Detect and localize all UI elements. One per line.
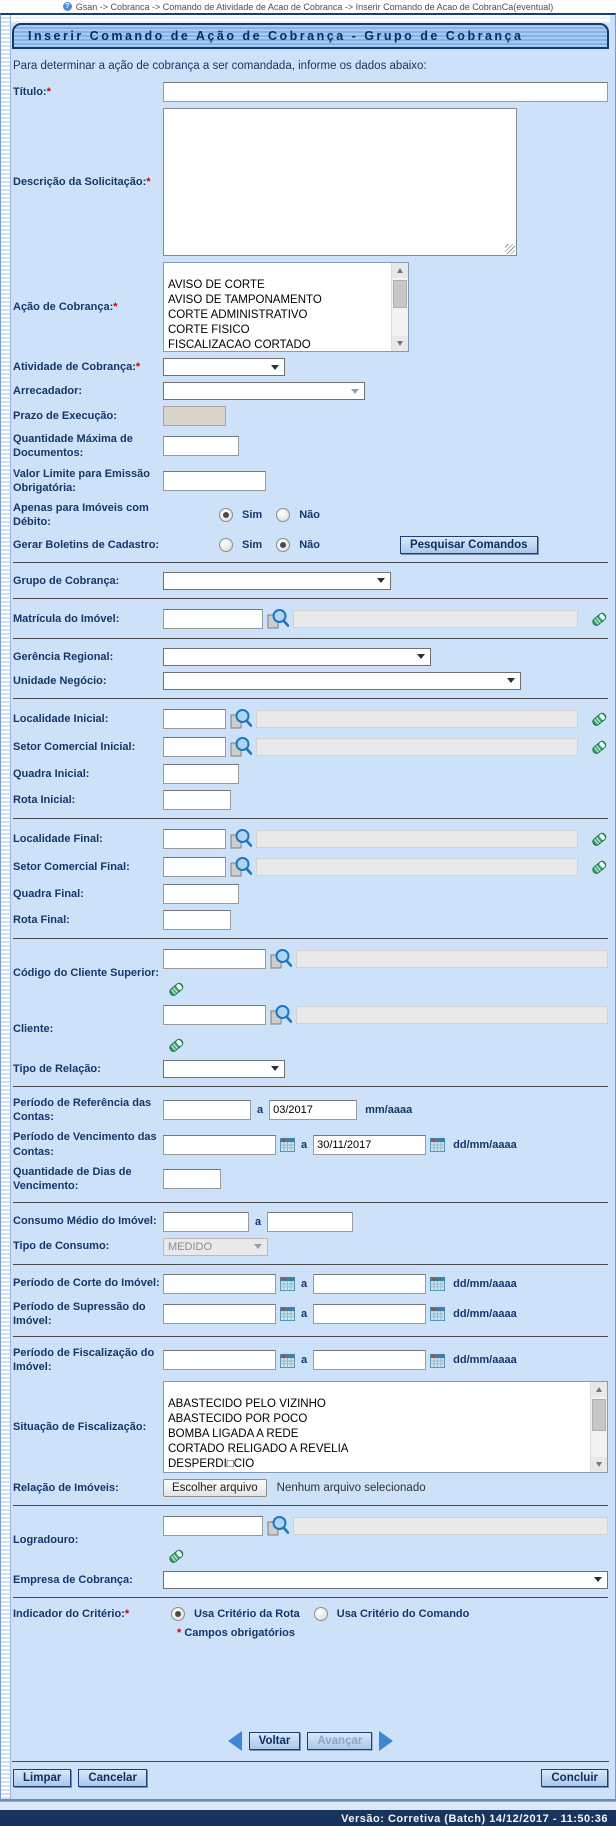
radio-criterio-comando[interactable] (314, 1607, 328, 1621)
localidade-inicial-input[interactable] (163, 709, 226, 729)
field-row-valor-limite (13, 467, 608, 496)
scroll-down-icon[interactable] (591, 1457, 607, 1472)
scrollbar[interactable] (590, 1382, 607, 1472)
tipo-relacao-select[interactable] (163, 1060, 285, 1078)
field-label-boletins: Gerar Boletins de Cadastro: (13, 538, 160, 551)
field-label-consumo-medio: Consumo Médio do Imóvel: (13, 1215, 157, 1228)
field-label-periodo-supressao: Período de Supressão do Imóvel: (13, 1300, 146, 1327)
atividade-cobranca-select[interactable] (163, 358, 285, 376)
range-separator: a (301, 1138, 308, 1151)
spacer (11, 1639, 610, 1731)
avancar-button: Avançar (307, 1732, 372, 1750)
search-icon[interactable] (230, 736, 252, 758)
field-label-rota-final: Rota Final: (13, 913, 70, 926)
list-option[interactable]: ABASTECIDO PELO VIZINHO (168, 1397, 326, 1410)
unidade-negocio-select[interactable] (163, 672, 521, 690)
decorative-left-stripes (1, 15, 11, 1799)
field-label-periodo-corte: Período de Corte do Imóvel: (13, 1277, 160, 1290)
field-row-periodo-referencia (13, 1096, 608, 1125)
cliente-input[interactable] (163, 1005, 266, 1025)
scroll-up-icon[interactable] (392, 263, 408, 278)
list-option[interactable]: CORTADO RELIGADO A REVELIA (168, 1442, 349, 1455)
field-row-apenas-debito (13, 501, 608, 530)
range-separator: a (301, 1307, 308, 1320)
list-option[interactable]: CORTE FISICO (168, 324, 250, 336)
field-label-matricula: Matrícula do Imóvel: (13, 612, 120, 625)
eraser-icon[interactable] (590, 610, 608, 628)
valor-limite-input[interactable] (163, 471, 266, 491)
field-label-rota-inicial: Rota Inicial: (13, 793, 76, 806)
field-row-atividade (13, 358, 608, 376)
list-option[interactable]: BOMBA LIGADA A REDE (168, 1427, 299, 1440)
eraser-icon[interactable] (590, 830, 608, 848)
radio-criterio-rota[interactable] (171, 1607, 185, 1621)
field-row-quadra-final (13, 884, 608, 904)
separator (13, 598, 608, 599)
field-row-periodo-fiscalizacao (13, 1346, 608, 1375)
resize-handle-icon[interactable] (505, 244, 515, 254)
field-row-codigo-cliente-superior (13, 948, 608, 998)
list-option[interactable]: DESPERDI□CIO (168, 1457, 255, 1470)
format-hint: dd/mm/aaaa (453, 1307, 517, 1320)
field-label-setor-final: Setor Comercial Final: (13, 860, 130, 873)
required-marker: * (135, 360, 141, 373)
cancelar-button[interactable]: Cancelar (78, 1769, 147, 1787)
consumo-medio-ate-input[interactable] (267, 1212, 353, 1232)
field-row-rota-inicial (13, 790, 608, 810)
field-row-setor-final (13, 856, 608, 878)
field-label-gerencia: Gerência Regional: (13, 650, 114, 663)
field-row-setor-inicial (13, 736, 608, 758)
field-label-prazo: Prazo de Execução: (13, 409, 117, 422)
separator (13, 1264, 608, 1265)
separator (13, 1597, 608, 1598)
pesquisar-comandos-button[interactable]: Pesquisar Comandos (400, 536, 538, 554)
search-icon[interactable] (230, 828, 252, 850)
calendar-icon[interactable] (280, 1276, 295, 1291)
field-label-cliente: Cliente: (13, 1022, 54, 1035)
field-row-matricula (13, 608, 608, 630)
range-separator: a (301, 1277, 308, 1290)
intro-text: Para determinar a ação de cobrança a ser comandada, informe os dados abaixo: (13, 60, 427, 72)
field-row-periodo-vencimento (13, 1130, 608, 1159)
search-icon[interactable] (230, 856, 252, 878)
field-row-indicador-criterio (13, 1607, 608, 1621)
periodo-vencimento-ate-input[interactable]: 30/11/2017 (313, 1135, 426, 1155)
scrollbar-thumb[interactable] (393, 280, 407, 308)
action-bar (12, 1761, 609, 1799)
required-fields-note (177, 1627, 609, 1639)
breadcrumb-bar (0, 0, 616, 13)
field-row-periodo-supressao (13, 1300, 608, 1329)
field-label-indicador: Indicador do Critério: (13, 1607, 125, 1620)
required-marker: * (146, 175, 151, 188)
calendar-icon[interactable] (430, 1137, 445, 1152)
periodo-supressao-de-input[interactable] (163, 1304, 276, 1324)
required-marker: * (113, 300, 118, 313)
field-row-localidade-inicial (13, 708, 608, 730)
eraser-icon[interactable] (590, 738, 608, 756)
page-title-text: Inserir Comando de Ação de Cobrança - Grupo de Cobrança (28, 29, 524, 43)
field-label-valor-limite: Valor Limite para Emissão Obrigatória: (13, 467, 150, 494)
required-note-text: Campos obrigatórios (184, 1627, 295, 1640)
chevron-down-icon (377, 578, 385, 583)
field-row-relacao-imoveis (13, 1479, 608, 1497)
field-row-quadra-inicial (13, 764, 608, 784)
format-hint: dd/mm/aaaa (453, 1277, 517, 1290)
field-row-tipo-consumo (13, 1238, 608, 1256)
logradouro-desc-readonly (293, 1517, 608, 1535)
field-row-logradouro (13, 1515, 608, 1565)
cliente-desc-readonly (296, 1006, 608, 1024)
separator (13, 1202, 608, 1203)
field-label-periodo-vencimento: Período de Vencimento das Contas: (13, 1131, 157, 1158)
localidade-final-desc-readonly (256, 830, 578, 848)
concluir-button[interactable]: Concluir (541, 1769, 608, 1787)
field-label-grupo: Grupo de Cobrança: (13, 574, 120, 587)
eraser-icon[interactable] (167, 980, 185, 998)
matricula-imovel-input[interactable] (163, 609, 263, 629)
localidade-final-input[interactable] (163, 829, 226, 849)
range-separator: a (255, 1215, 262, 1228)
field-label-logradouro: Logradouro: (13, 1533, 79, 1546)
search-icon[interactable] (270, 948, 292, 970)
list-option[interactable]: FISCALIZACAO CORTADO (168, 339, 311, 351)
field-label-atividade: Atividade de Cobrança: (13, 360, 136, 373)
field-row-qtd-max (13, 432, 608, 461)
radio-label: Sim (242, 509, 263, 522)
format-hint: dd/mm/aaaa (453, 1354, 517, 1367)
calendar-icon[interactable] (280, 1137, 295, 1152)
chevron-down-icon (254, 1244, 262, 1249)
quadra-final-input[interactable] (163, 884, 239, 904)
field-label-quadra-inicial: Quadra Inicial: (13, 767, 90, 780)
empresa-cobranca-select[interactable] (163, 1571, 608, 1589)
setor-comercial-final-input[interactable] (163, 857, 226, 877)
decorative-headband (11, 15, 610, 23)
acao-cobranca-listbox[interactable] (163, 262, 409, 352)
format-hint: mm/aaaa (365, 1104, 413, 1117)
field-label-localidade-inicial: Localidade Inicial: (13, 712, 109, 725)
range-separator: a (301, 1354, 308, 1367)
required-marker: * (46, 85, 51, 98)
field-label-relacao-imoveis: Relação de Imóveis: (13, 1481, 119, 1494)
gerencia-regional-select[interactable] (163, 648, 431, 666)
field-label-apenas-debito: Apenas para Imóveis com Débito: (13, 502, 149, 529)
field-label-acao: Ação de Cobrança: (13, 300, 114, 313)
footer-bar (0, 1810, 616, 1826)
eraser-icon[interactable] (167, 1036, 185, 1054)
chevron-down-icon (594, 1577, 602, 1582)
setor-final-desc-readonly (256, 858, 578, 876)
field-label-qtd-max: Quantidade Máxima de Documentos: (13, 433, 133, 460)
qtd-max-documentos-input[interactable] (163, 436, 239, 456)
help-icon[interactable]: ? (63, 2, 72, 11)
list-option[interactable]: CORTE ADMINISTRATIVO (168, 309, 308, 321)
field-label-unidade: Unidade Negócio: (13, 674, 107, 687)
field-label-periodo-referencia: Período de Referência das Contas: (13, 1096, 152, 1124)
field-row-gerencia (13, 648, 608, 666)
titulo-input[interactable] (163, 82, 608, 102)
form (11, 49, 610, 1639)
radio-label: Usa Critério do Comando (336, 1607, 470, 1620)
arrecadador-select (163, 382, 365, 400)
field-label-tipo-relacao: Tipo de Relação: (13, 1062, 101, 1075)
voltar-button[interactable]: Voltar (249, 1732, 301, 1750)
nav-back-arrow-icon[interactable] (228, 1731, 242, 1751)
field-row-arrecadador (13, 382, 608, 400)
grupo-cobranca-select[interactable] (163, 572, 391, 590)
tipo-consumo-select (163, 1238, 268, 1256)
radio-apenas-debito-sim[interactable] (219, 508, 233, 522)
setor-comercial-inicial-input[interactable] (163, 737, 226, 757)
matricula-desc-readonly (293, 610, 578, 628)
periodo-fiscalizacao-de-input[interactable] (163, 1350, 276, 1370)
codigo-cliente-superior-input[interactable] (163, 949, 266, 969)
localidade-inicial-desc-readonly (256, 710, 578, 728)
calendar-icon[interactable] (280, 1353, 295, 1368)
field-label-codigo-cliente-superior: Código do Cliente Superior: (13, 966, 160, 979)
separator (13, 638, 608, 639)
calendar-icon[interactable] (430, 1276, 445, 1291)
separator (13, 1086, 608, 1087)
search-icon[interactable] (270, 1004, 292, 1026)
periodo-vencimento-de-input[interactable] (163, 1135, 276, 1155)
footer-gap (0, 1801, 616, 1810)
radio-boletins-sim[interactable] (219, 538, 233, 552)
radio-boletins-nao[interactable] (276, 538, 290, 552)
situacao-fiscalizacao-listbox[interactable] (163, 1381, 608, 1473)
calendar-icon[interactable] (280, 1306, 295, 1321)
field-row-grupo (13, 572, 608, 590)
radio-label: Não (299, 509, 320, 522)
version-text: Versão: Corretiva (Batch) 14/12/2017 - 11:50:36 (341, 1812, 608, 1825)
eraser-icon[interactable] (167, 1547, 185, 1565)
setor-inicial-desc-readonly (256, 738, 578, 756)
field-row-periodo-corte (13, 1274, 608, 1294)
separator (13, 562, 608, 563)
periodo-fiscalizacao-ate-input[interactable] (313, 1350, 426, 1370)
select-value: MEDIDO (168, 1240, 212, 1253)
scroll-down-icon[interactable] (392, 336, 408, 351)
radio-apenas-debito-nao[interactable] (276, 508, 290, 522)
field-row-consumo-medio (13, 1212, 608, 1232)
search-icon[interactable] (267, 608, 289, 630)
list-option[interactable]: AVISO DE CORTE (168, 279, 265, 291)
periodo-referencia-de-input[interactable] (163, 1100, 251, 1120)
periodo-corte-de-input[interactable] (163, 1274, 276, 1294)
field-row-cliente (13, 1004, 608, 1054)
page-title (12, 23, 609, 49)
separator (13, 1336, 608, 1337)
field-row-acao-cobranca (13, 262, 608, 352)
range-separator: a (257, 1104, 264, 1117)
field-label-localidade-final: Localidade Final: (13, 832, 103, 845)
list-option[interactable]: AVISO DE TAMPONAMENTO (168, 294, 322, 306)
field-row-boletins (13, 536, 608, 554)
radio-label: Sim (242, 538, 263, 551)
scrollbar-thumb[interactable] (592, 1399, 606, 1431)
scroll-up-icon[interactable] (591, 1382, 607, 1397)
field-row-titulo (13, 82, 608, 102)
required-marker: * (177, 1627, 182, 1640)
field-row-unidade (13, 672, 608, 690)
chevron-down-icon (507, 678, 515, 683)
separator (13, 1505, 608, 1506)
limpar-button[interactable]: Limpar (13, 1769, 71, 1787)
calendar-icon[interactable] (430, 1353, 445, 1368)
search-icon[interactable] (267, 1515, 289, 1537)
logradouro-input[interactable] (163, 1516, 263, 1536)
field-label-descricao: Descrição da Solicitação: (13, 175, 147, 188)
field-label-setor-inicial: Setor Comercial Inicial: (13, 740, 136, 753)
chevron-down-icon (271, 365, 279, 370)
separator (13, 938, 608, 939)
field-label-arrecadador: Arrecadador: (13, 384, 83, 397)
chevron-down-icon (351, 389, 359, 394)
field-row-qtd-dias (13, 1165, 608, 1194)
field-label-situacao: Situação de Fiscalização: (13, 1420, 147, 1433)
eraser-icon[interactable] (590, 858, 608, 876)
escolher-arquivo-button[interactable]: Escolher arquivo (163, 1479, 267, 1497)
field-row-localidade-final (13, 828, 608, 850)
breadcrumb[interactable]: Gsan -> Cobranca -> Comando de Atividade de Acao de Cobranca -> Inserir Comando de Acao de CobranCa(eventual) (75, 1, 554, 12)
list-option[interactable]: ABASTECIDO POR POCO (168, 1412, 308, 1425)
calendar-icon[interactable] (430, 1306, 445, 1321)
descricao-textarea[interactable] (163, 108, 517, 256)
rota-inicial-input[interactable] (163, 790, 231, 810)
field-row-tipo-relacao (13, 1060, 608, 1078)
separator (13, 698, 608, 699)
list-option[interactable] (164, 1382, 607, 1397)
periodo-corte-ate-input[interactable] (313, 1274, 426, 1294)
periodo-referencia-ate-input[interactable]: 03/2017 (269, 1100, 357, 1120)
chevron-down-icon (271, 1066, 279, 1071)
required-marker: * (124, 1607, 130, 1620)
field-row-prazo (13, 406, 608, 426)
radio-label: Não (299, 538, 320, 551)
wizard-nav (11, 1731, 610, 1751)
quadra-inicial-input[interactable] (163, 764, 239, 784)
qtd-dias-vencimento-input[interactable] (163, 1169, 221, 1189)
rota-final-input[interactable] (163, 910, 231, 930)
codigo-cliente-superior-desc-readonly (296, 950, 608, 968)
field-label-quadra-final: Quadra Final: (13, 887, 84, 900)
separator (13, 818, 608, 819)
consumo-medio-de-input[interactable] (163, 1212, 249, 1232)
field-label-qtd-dias: Quantidade de Dias de Vencimento: (13, 1165, 132, 1193)
field-label-periodo-fiscalizacao: Período de Fiscalização do Imóvel: (13, 1347, 155, 1374)
file-status-text: Nenhum arquivo selecionado (276, 1481, 426, 1494)
list-option[interactable] (164, 263, 408, 278)
periodo-supressao-ate-input[interactable] (313, 1304, 426, 1324)
radio-label: Usa Critério da Rota (194, 1607, 300, 1620)
field-label-empresa: Empresa de Cobrança: (13, 1573, 133, 1586)
field-label-tipo-consumo: Tipo de Consumo: (13, 1240, 110, 1253)
format-hint: dd/mm/aaaa (453, 1138, 517, 1151)
field-row-empresa (13, 1571, 608, 1589)
field-row-rota-final (13, 910, 608, 930)
prazo-execucao-input (163, 406, 226, 426)
chevron-down-icon (417, 654, 425, 659)
field-row-situacao-fiscalizacao (13, 1381, 608, 1473)
nav-forward-arrow-icon[interactable] (379, 1731, 393, 1751)
field-row-descricao (13, 108, 608, 256)
page-frame (0, 13, 616, 1801)
field-label-titulo: Título: (13, 85, 47, 98)
eraser-icon[interactable] (590, 710, 608, 728)
scrollbar[interactable] (391, 263, 408, 351)
search-icon[interactable] (230, 708, 252, 730)
